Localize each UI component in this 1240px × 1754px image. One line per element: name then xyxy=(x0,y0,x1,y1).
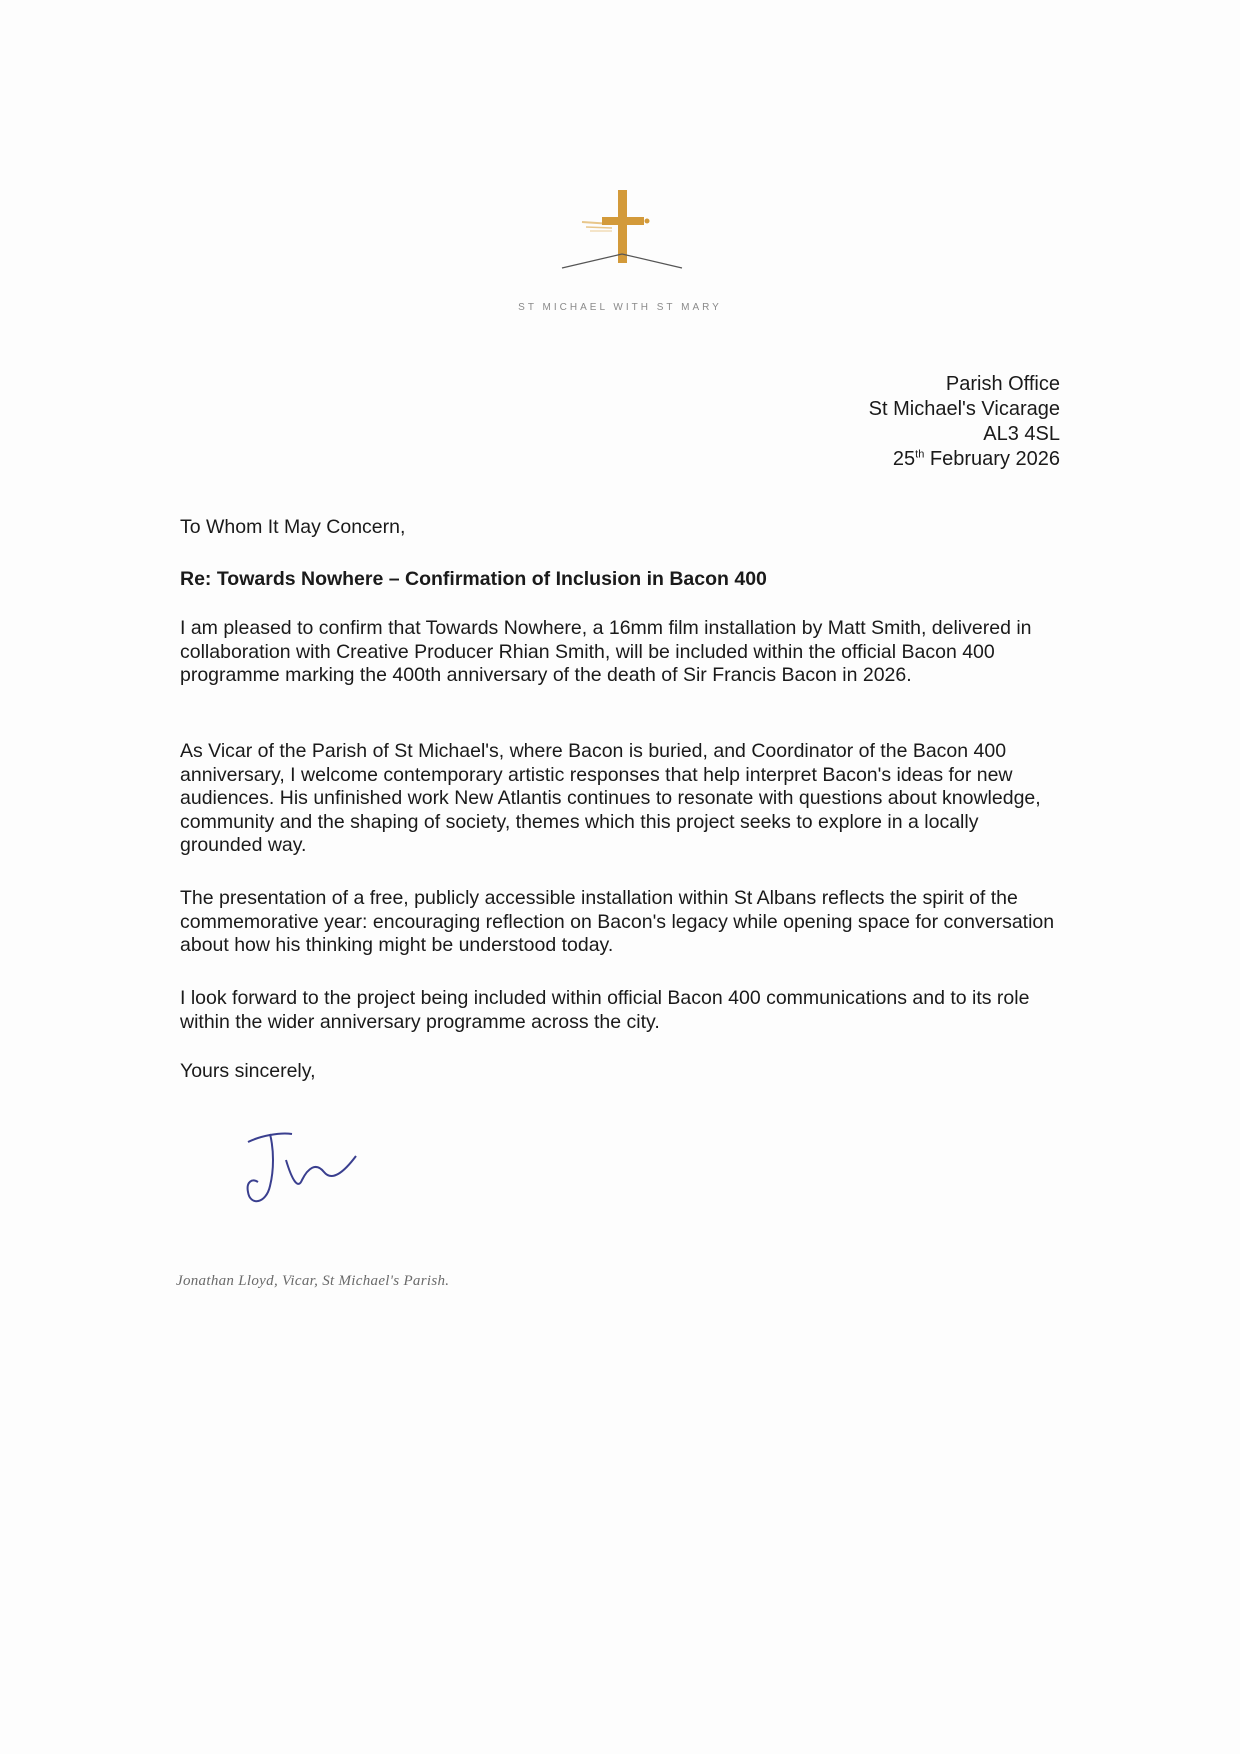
paragraph-text: I look forward to the project being included within official Bacon 400 communications and to its role within the wider anniversary programme across the city. xyxy=(180,987,1030,1033)
subject-line: Re: Towards Nowhere – Confirmation of Inclusion in Bacon 400 xyxy=(180,568,767,590)
paragraph xyxy=(180,617,1060,688)
paragraph xyxy=(180,987,1060,1034)
closing: Yours sincerely, xyxy=(180,1060,316,1082)
org-name: ST MICHAEL WITH ST MARY xyxy=(518,302,722,313)
signoff: Jonathan Lloyd, Vicar, St Michael's Parish. xyxy=(176,1273,450,1289)
date-suffix: th xyxy=(915,448,925,461)
cross-icon xyxy=(560,190,690,290)
address-line-office: Parish Office xyxy=(945,373,1060,395)
address-line-vicarage: St Michael's Vicarage xyxy=(868,398,1060,420)
address-line-postcode: AL3 4SL xyxy=(983,423,1060,445)
salutation: To Whom It May Concern, xyxy=(180,516,406,538)
date-month-year: February 2026 xyxy=(924,448,1060,470)
sender-address xyxy=(869,372,1060,472)
paragraph-text: I am pleased to confirm that Towards Nowhere, a 16mm film installation by Matt Smith, delivered in collaboration with Creative Producer Rhian Smith, will be included within the official Bacon 400 programme marking the 400th anniversary of the death of Sir Francis Bacon in 2026. xyxy=(180,617,1032,686)
date-day: 25 xyxy=(892,448,916,470)
letter-date xyxy=(869,447,1060,472)
paragraph-text: The presentation of a free, publicly accessible installation within St Albans reflects the spirit of the commemorative year: encouraging reflection on Bacon's legacy while opening space for conversation about how his thinking might be understood today. xyxy=(180,887,1055,956)
paragraph xyxy=(180,740,1060,858)
paragraph-text: As Vicar of the Parish of St Michael's, where Bacon is buried, and Coordinator of the Bacon 400 anniversary, I welcome contemporary artistic responses that help interpret Bacon's ideas for new audiences. His unfinished work New Atlantis continues to resonate with questions about knowledge, community and the shaping of society, themes which this project seeks to explore in a locally grounded way. xyxy=(180,740,1041,856)
paragraph xyxy=(180,887,1060,958)
signature xyxy=(240,1120,410,1220)
